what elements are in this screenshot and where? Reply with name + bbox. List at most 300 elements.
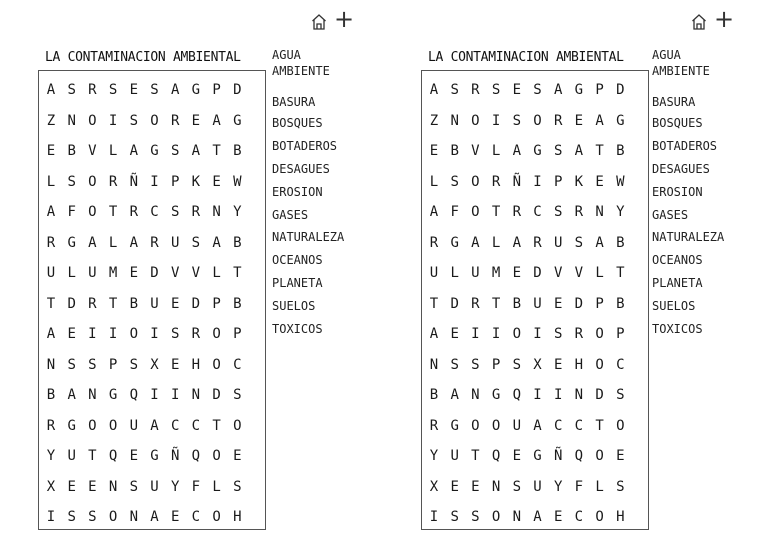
- grid-row: [39, 172, 265, 192]
- grid-cell: S: [67, 509, 76, 525]
- grid-cell: P: [233, 326, 242, 342]
- grid-cell: S: [233, 387, 242, 403]
- grid-cell: K: [191, 173, 201, 190]
- grid-cell: G: [574, 82, 584, 98]
- word-item: EROSION: [652, 184, 703, 199]
- grid-cell: I: [533, 326, 542, 342]
- grid-cell: E: [170, 295, 180, 312]
- grid-cell: B: [512, 295, 522, 312]
- grid-cell: E: [553, 356, 563, 373]
- grid-cell: D: [450, 295, 459, 312]
- grid-cell: I: [88, 326, 97, 342]
- grid-cell: R: [491, 173, 501, 190]
- grid-cell: G: [150, 143, 159, 159]
- grid-cell: C: [150, 204, 159, 220]
- grid-cell: O: [88, 173, 97, 190]
- grid-row: [39, 385, 265, 405]
- grid-row: [422, 324, 648, 344]
- grid-cell: P: [212, 82, 221, 98]
- grid-cell: Q: [512, 387, 522, 403]
- grid-cell: S: [616, 478, 625, 495]
- grid-cell: S: [129, 356, 139, 373]
- grid-cell: N: [129, 509, 139, 525]
- grid-cell: Ñ: [129, 173, 139, 190]
- grid-cell: A: [150, 417, 159, 434]
- grid-cell: T: [471, 448, 480, 464]
- word-item: GASES: [652, 207, 689, 222]
- grid-cell: C: [574, 509, 584, 525]
- grid-cell: S: [150, 82, 159, 98]
- grid-cell: U: [88, 265, 97, 281]
- grid-row: [422, 233, 648, 253]
- grid-cell: U: [512, 417, 522, 434]
- grid-cell: E: [67, 478, 76, 495]
- grid-cell: N: [88, 387, 97, 403]
- grid-cell: H: [191, 356, 201, 373]
- grid-cell: O: [88, 417, 97, 434]
- grid-cell: R: [108, 173, 118, 190]
- word-item: DESAGUES: [272, 162, 330, 176]
- grid-cell: E: [129, 265, 139, 281]
- grid-cell: B: [616, 234, 625, 251]
- grid-cell: T: [429, 295, 439, 312]
- grid-cell: O: [471, 112, 480, 129]
- grid-cell: Ñ: [553, 448, 563, 464]
- grid-cell: S: [512, 112, 522, 129]
- grid-cell: I: [491, 112, 501, 129]
- grid-cell: N: [450, 112, 459, 129]
- grid-cell: S: [67, 82, 76, 98]
- grid-cell: E: [191, 112, 201, 129]
- grid-cell: S: [170, 326, 180, 342]
- grid-cell: A: [553, 82, 563, 98]
- puzzle-panel-right: [384, 0, 768, 543]
- grid-cell: O: [616, 417, 625, 434]
- grid-cell: I: [108, 112, 118, 129]
- grid-cell: D: [191, 295, 201, 312]
- grid-cell: S: [533, 82, 542, 98]
- plus-icon[interactable]: +: [334, 5, 355, 33]
- grid-cell: C: [533, 204, 542, 220]
- grid-cell: N: [471, 387, 480, 403]
- grid-cell: O: [212, 448, 221, 464]
- grid-cell: S: [512, 356, 522, 373]
- grid-row: [39, 324, 265, 344]
- grid-row: [422, 294, 648, 314]
- grid-cell: O: [108, 417, 118, 434]
- grid-cell: P: [616, 326, 625, 342]
- grid-cell: G: [491, 387, 501, 403]
- grid-row: [422, 263, 648, 283]
- grid-cell: A: [129, 143, 139, 159]
- grid-cell: P: [491, 356, 501, 373]
- grid-cell: O: [212, 356, 221, 373]
- grid-cell: W: [616, 173, 625, 190]
- grid-cell: O: [595, 448, 604, 464]
- grid-cell: G: [108, 387, 118, 403]
- grid-cell: V: [553, 265, 563, 281]
- grid-cell: U: [450, 448, 459, 464]
- grid-cell: O: [88, 112, 97, 129]
- grid-cell: S: [450, 173, 459, 190]
- grid-cell: G: [191, 82, 201, 98]
- grid-cell: Y: [233, 204, 242, 220]
- grid-cell: U: [150, 295, 159, 312]
- grid-cell: O: [595, 356, 604, 373]
- grid-cell: X: [533, 356, 542, 373]
- grid-cell: H: [574, 356, 584, 373]
- grid-row: [39, 80, 265, 100]
- grid-row: [39, 233, 265, 253]
- grid-cell: L: [108, 234, 118, 251]
- grid-cell: O: [471, 417, 480, 434]
- grid-row: [422, 141, 648, 161]
- grid-cell: Q: [574, 448, 584, 464]
- grid-cell: R: [429, 417, 439, 434]
- grid-cell: A: [46, 82, 56, 98]
- grid-cell: U: [533, 478, 542, 495]
- grid-cell: O: [491, 509, 501, 525]
- grid-cell: S: [88, 356, 97, 373]
- grid-cell: E: [553, 295, 563, 312]
- grid-cell: B: [67, 143, 76, 159]
- grid-cell: T: [233, 265, 242, 281]
- word-item: GASES: [272, 207, 309, 222]
- grid-cell: B: [233, 295, 242, 312]
- grid-cell: O: [471, 204, 480, 220]
- grid-cell: T: [46, 295, 56, 312]
- grid-cell: Y: [616, 204, 625, 220]
- grid-cell: B: [233, 234, 242, 251]
- grid-cell: I: [533, 387, 542, 403]
- grid-cell: S: [88, 509, 97, 525]
- grid-cell: R: [88, 82, 97, 98]
- grid-cell: S: [450, 509, 459, 525]
- grid-row: [422, 477, 648, 497]
- grid-cell: A: [88, 234, 97, 251]
- word-item: DESAGUES: [652, 162, 710, 176]
- grid-cell: L: [491, 234, 501, 251]
- home-icon[interactable]: [691, 13, 707, 31]
- grid-cell: F: [574, 478, 584, 495]
- plus-icon[interactable]: +: [714, 5, 735, 33]
- word-item: AGUA: [652, 48, 681, 62]
- grid-cell: C: [233, 356, 242, 373]
- grid-cell: C: [191, 509, 201, 525]
- grid-cell: O: [233, 417, 242, 434]
- grid-cell: K: [574, 173, 584, 190]
- grid-cell: U: [429, 265, 439, 281]
- grid-cell: N: [574, 387, 584, 403]
- grid-cell: G: [450, 234, 459, 251]
- grid-cell: D: [616, 82, 625, 98]
- grid-cell: A: [191, 143, 201, 159]
- grid-cell: G: [450, 417, 459, 434]
- grid-cell: R: [574, 326, 584, 342]
- grid-cell: Y: [170, 478, 180, 495]
- grid-cell: S: [574, 234, 584, 251]
- grid-cell: T: [491, 295, 501, 312]
- grid-cell: P: [108, 356, 118, 373]
- grid-cell: T: [108, 204, 118, 220]
- grid-cell: C: [616, 356, 625, 373]
- grid-cell: R: [471, 82, 480, 98]
- word-item: SUELOS: [652, 298, 696, 313]
- grid-row: [422, 355, 648, 375]
- grid-cell: B: [429, 387, 439, 403]
- grid-cell: E: [67, 326, 76, 342]
- grid-cell: E: [233, 448, 242, 464]
- grid-cell: R: [129, 204, 139, 220]
- grid-cell: P: [595, 295, 604, 312]
- grid-cell: D: [150, 265, 159, 281]
- grid-cell: B: [616, 143, 625, 159]
- grid-cell: R: [191, 204, 201, 220]
- grid-cell: U: [150, 478, 159, 495]
- word-item: AGUA: [272, 48, 301, 62]
- grid-cell: P: [595, 82, 604, 98]
- grid-cell: I: [170, 387, 180, 403]
- grid-cell: E: [574, 112, 584, 129]
- word-item: BASURA: [272, 94, 316, 109]
- word-item: PLANETA: [272, 276, 323, 290]
- grid-cell: O: [491, 417, 501, 434]
- grid-cell: A: [512, 234, 522, 251]
- grid-cell: S: [170, 204, 180, 220]
- grid-cell: I: [429, 509, 439, 525]
- grid-row: [422, 507, 648, 527]
- grid-cell: R: [429, 234, 439, 251]
- grid-cell: A: [150, 509, 159, 525]
- grid-cell: E: [46, 143, 56, 159]
- grid-cell: P: [553, 173, 563, 190]
- grid-cell: A: [46, 326, 56, 342]
- grid-cell: T: [212, 143, 221, 159]
- grid-row: [39, 477, 265, 497]
- grid-cell: P: [170, 173, 180, 190]
- grid-cell: I: [150, 173, 159, 190]
- grid-cell: R: [471, 295, 480, 312]
- grid-cell: S: [191, 234, 201, 251]
- word-item: SUELOS: [272, 298, 316, 313]
- puzzle-title: LA CONTAMINACION AMBIENTAL: [428, 50, 624, 65]
- grid-cell: V: [191, 265, 201, 281]
- grid-row: [39, 263, 265, 283]
- grid-cell: A: [574, 143, 584, 159]
- grid-cell: G: [616, 112, 625, 129]
- grid-cell: U: [67, 448, 76, 464]
- grid-cell: S: [491, 82, 501, 98]
- grid-cell: A: [595, 234, 604, 251]
- grid-cell: E: [450, 478, 459, 495]
- grid-cell: A: [129, 234, 139, 251]
- grid-cell: T: [595, 143, 604, 159]
- grid-cell: I: [46, 509, 56, 525]
- grid-cell: D: [212, 387, 221, 403]
- grid-cell: S: [233, 478, 242, 495]
- grid-cell: C: [191, 417, 201, 434]
- grid-row: [39, 202, 265, 222]
- grid-cell: S: [553, 204, 563, 220]
- grid-row: [422, 111, 648, 131]
- grid-cell: O: [150, 112, 159, 129]
- grid-cell: E: [512, 448, 522, 464]
- grid-row: [422, 446, 648, 466]
- word-item: EROSION: [272, 184, 323, 199]
- grid-cell: A: [170, 82, 180, 98]
- grid-cell: L: [46, 173, 56, 190]
- grid-cell: T: [616, 265, 625, 281]
- grid-cell: X: [150, 356, 159, 373]
- grid-cell: L: [108, 143, 118, 159]
- grid-cell: S: [616, 387, 625, 403]
- grid-cell: A: [212, 234, 221, 251]
- grid-cell: D: [533, 265, 542, 281]
- grid-cell: E: [595, 173, 604, 190]
- letter-grid: [421, 70, 649, 530]
- grid-cell: E: [512, 82, 522, 98]
- grid-cell: N: [595, 204, 604, 220]
- word-item: TOXICOS: [272, 321, 323, 336]
- word-item: BOSQUES: [652, 116, 703, 131]
- grid-cell: N: [512, 509, 522, 525]
- grid-cell: O: [512, 326, 522, 342]
- grid-cell: L: [212, 265, 221, 281]
- word-item: BASURA: [652, 94, 696, 109]
- grid-cell: R: [46, 417, 56, 434]
- grid-cell: S: [129, 112, 139, 129]
- grid-cell: S: [471, 509, 480, 525]
- grid-cell: U: [46, 265, 56, 281]
- grid-cell: O: [471, 173, 480, 190]
- grid-cell: Q: [191, 448, 201, 464]
- grid-cell: E: [129, 82, 139, 98]
- grid-cell: T: [212, 417, 221, 434]
- grid-cell: I: [533, 173, 542, 190]
- grid-cell: N: [491, 478, 501, 495]
- grid-cell: X: [429, 478, 439, 495]
- grid-cell: B: [233, 143, 242, 159]
- grid-cell: W: [233, 173, 242, 190]
- grid-cell: E: [616, 448, 625, 464]
- word-item: TOXICOS: [652, 321, 703, 336]
- grid-cell: L: [429, 173, 439, 190]
- grid-cell: A: [533, 509, 542, 525]
- grid-row: [422, 416, 648, 436]
- grid-cell: R: [88, 295, 97, 312]
- grid-cell: S: [512, 478, 522, 495]
- grid-cell: C: [553, 417, 563, 434]
- grid-cell: A: [429, 82, 439, 98]
- grid-row: [39, 141, 265, 161]
- grid-cell: O: [129, 326, 139, 342]
- grid-cell: T: [88, 448, 97, 464]
- grid-row: [422, 172, 648, 192]
- grid-cell: Y: [553, 478, 563, 495]
- word-item: OCEANOS: [272, 253, 323, 268]
- grid-cell: R: [150, 234, 159, 251]
- grid-cell: E: [212, 173, 221, 190]
- grid-cell: S: [67, 173, 76, 190]
- grid-row: [422, 202, 648, 222]
- grid-cell: Q: [129, 387, 139, 403]
- grid-cell: B: [450, 143, 459, 159]
- grid-cell: L: [491, 143, 501, 159]
- grid-cell: O: [595, 509, 604, 525]
- grid-cell: I: [150, 387, 159, 403]
- grid-row: [39, 294, 265, 314]
- grid-cell: Ñ: [170, 448, 180, 464]
- grid-row: [39, 446, 265, 466]
- grid-cell: E: [471, 478, 480, 495]
- grid-cell: Y: [429, 448, 439, 464]
- grid-cell: O: [212, 509, 221, 525]
- grid-cell: Q: [108, 448, 118, 464]
- grid-cell: R: [46, 234, 56, 251]
- grid-cell: D: [574, 295, 584, 312]
- grid-cell: L: [450, 265, 459, 281]
- grid-cell: A: [533, 417, 542, 434]
- word-item: PLANETA: [652, 276, 703, 290]
- grid-row: [422, 385, 648, 405]
- grid-cell: Y: [46, 448, 56, 464]
- grid-cell: N: [191, 387, 201, 403]
- grid-cell: L: [595, 478, 604, 495]
- grid-cell: A: [512, 143, 522, 159]
- grid-cell: U: [471, 265, 480, 281]
- puzzle-title: LA CONTAMINACION AMBIENTAL: [45, 50, 241, 65]
- grid-row: [39, 355, 265, 375]
- grid-cell: P: [212, 295, 221, 312]
- grid-cell: R: [191, 326, 201, 342]
- grid-cell: A: [429, 326, 439, 342]
- grid-cell: S: [450, 356, 459, 373]
- grid-cell: R: [170, 112, 180, 129]
- grid-cell: O: [595, 326, 604, 342]
- home-icon[interactable]: [311, 13, 327, 31]
- grid-cell: H: [233, 509, 242, 525]
- grid-cell: G: [150, 448, 159, 464]
- grid-cell: A: [429, 204, 439, 220]
- grid-cell: S: [129, 478, 139, 495]
- grid-cell: V: [170, 265, 180, 281]
- grid-cell: R: [553, 112, 563, 129]
- grid-cell: Ñ: [512, 173, 522, 190]
- grid-cell: N: [67, 112, 76, 129]
- grid-row: [39, 507, 265, 527]
- grid-cell: A: [471, 234, 480, 251]
- word-item: BOTADEROS: [652, 139, 718, 154]
- grid-cell: F: [450, 204, 459, 220]
- grid-cell: S: [471, 356, 480, 373]
- grid-cell: N: [429, 356, 439, 373]
- grid-cell: N: [46, 356, 56, 373]
- grid-cell: G: [533, 143, 542, 159]
- grid-cell: T: [491, 204, 501, 220]
- grid-cell: F: [191, 478, 201, 495]
- grid-cell: E: [88, 478, 97, 495]
- grid-cell: B: [46, 387, 56, 403]
- grid-cell: G: [533, 448, 542, 464]
- grid-cell: R: [512, 204, 522, 220]
- grid-cell: V: [88, 143, 97, 159]
- grid-cell: E: [129, 448, 139, 464]
- grid-cell: T: [108, 295, 118, 312]
- grid-cell: C: [574, 417, 584, 434]
- grid-cell: Q: [491, 448, 501, 464]
- grid-cell: G: [233, 112, 242, 129]
- grid-cell: I: [108, 326, 118, 342]
